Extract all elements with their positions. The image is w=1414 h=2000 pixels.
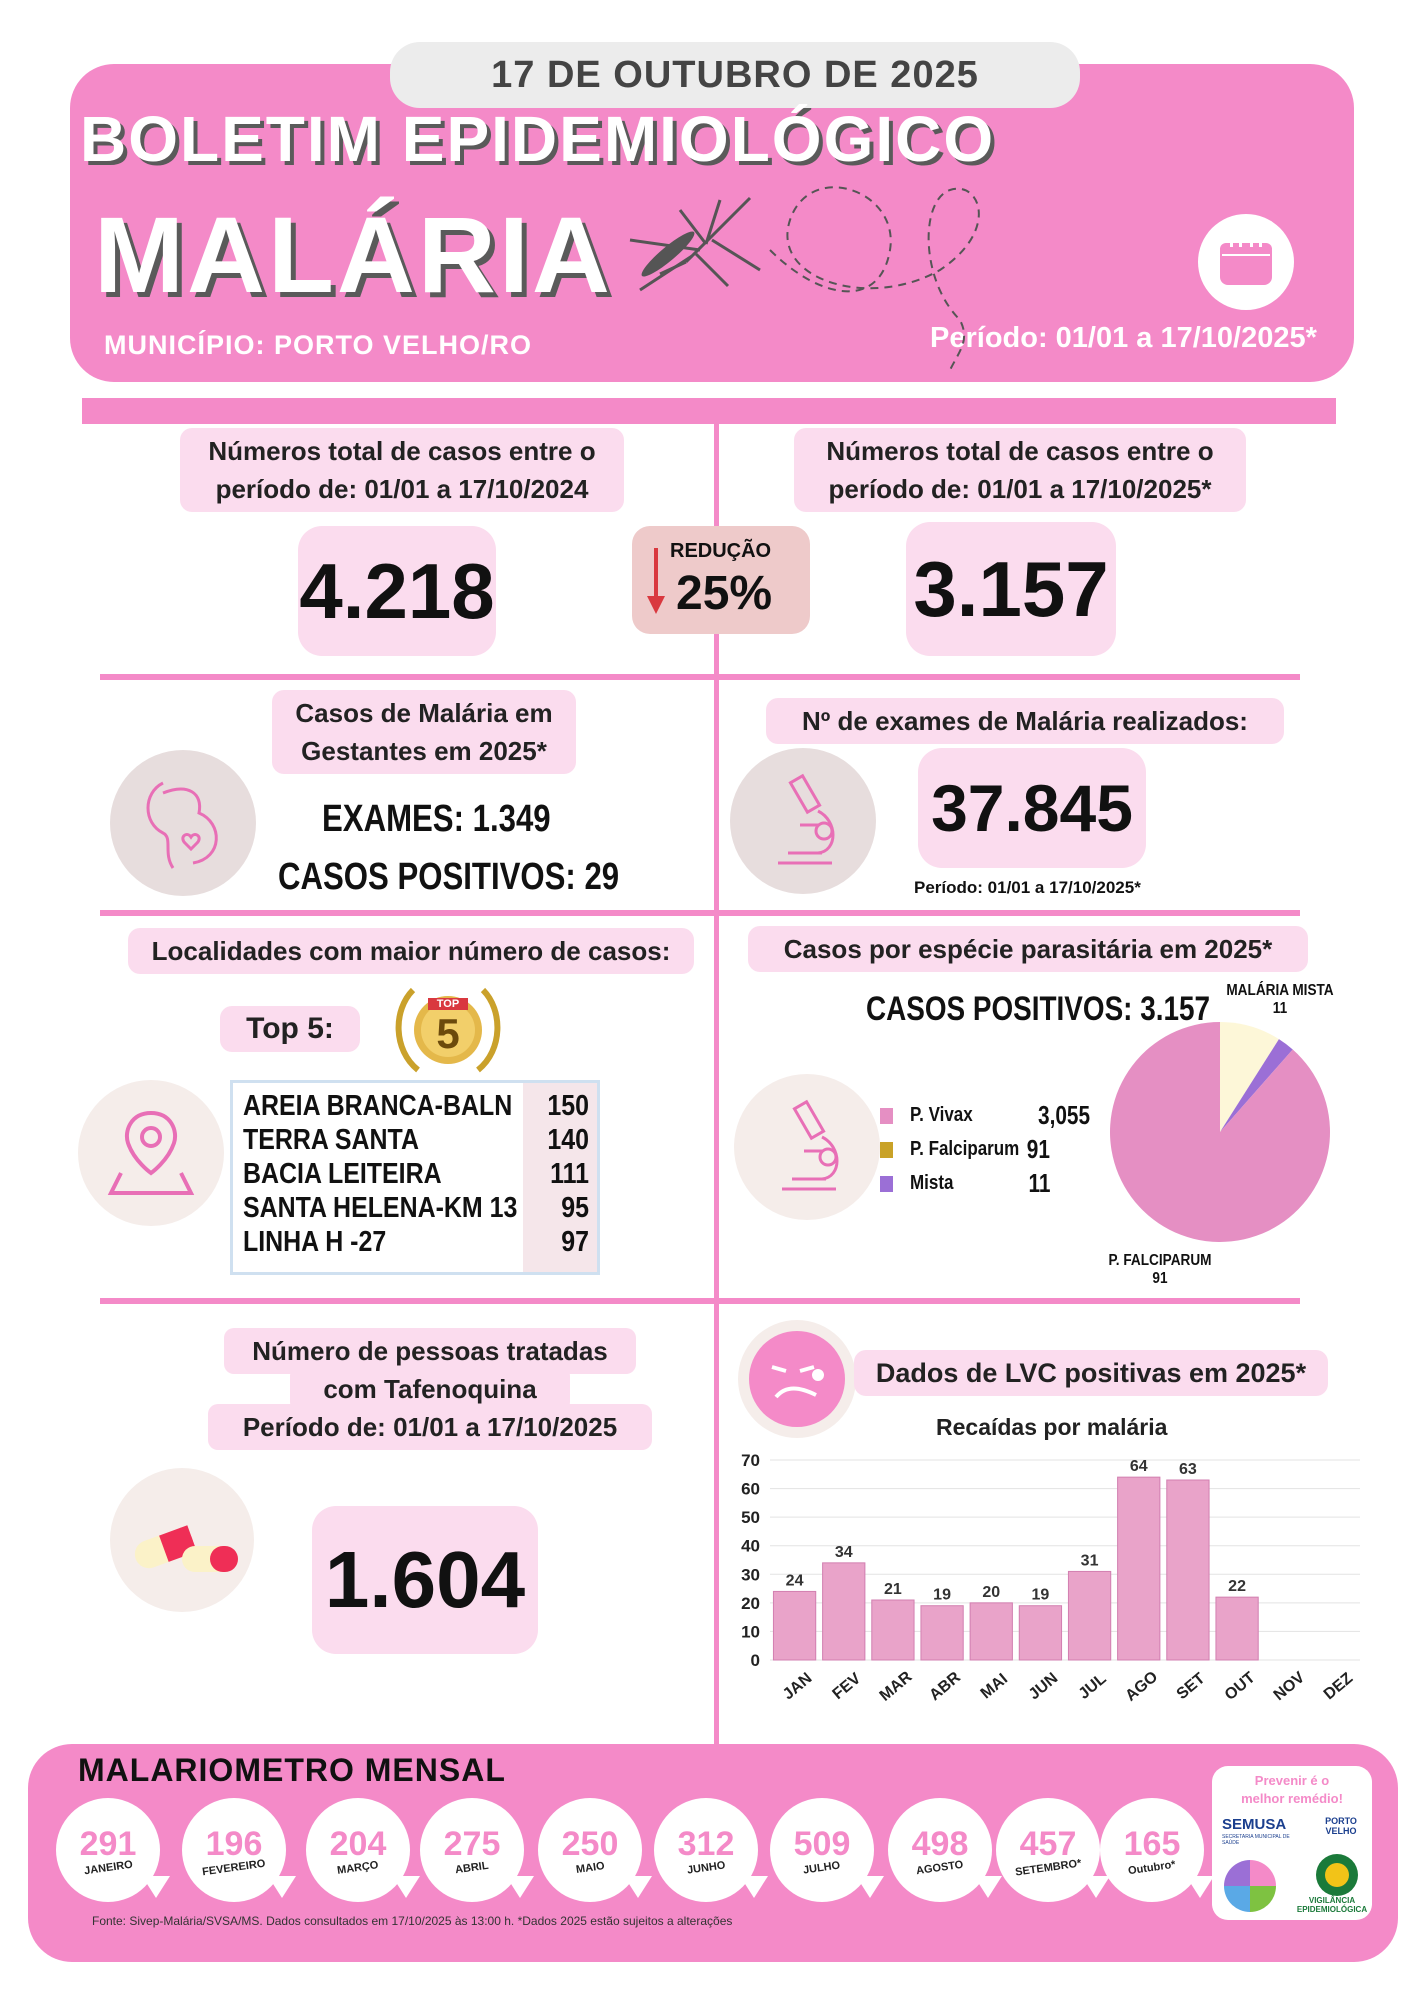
pregnant-exams: EXAMES: 1.349 <box>322 798 551 840</box>
month-value: 291 <box>79 1825 137 1863</box>
legend-item <box>880 1130 1090 1164</box>
x-tick-label: OUT <box>1221 1669 1259 1704</box>
reduction-badge <box>632 526 810 634</box>
month-value: 250 <box>561 1825 619 1863</box>
slogan-line1: Prevenir é o <box>1254 1773 1330 1788</box>
down-arrow-icon <box>856 1876 884 1898</box>
tafenoquina-label-2: com Tafenoquina <box>290 1366 570 1412</box>
bar-value-label: 21 <box>884 1581 902 1598</box>
table-row: TERRA SANTA <box>243 1124 419 1156</box>
top5-badge <box>388 980 508 1080</box>
legend-swatch <box>880 1142 893 1158</box>
bar-value-label: 19 <box>933 1586 951 1604</box>
legend-value: 3,055 <box>1037 1100 1090 1130</box>
slogan <box>1212 1772 1372 1808</box>
chart-title: Recaídas por malária <box>936 1414 1168 1440</box>
y-tick-label: 10 <box>741 1622 760 1642</box>
down-arrow-icon <box>392 1876 420 1898</box>
microscope-icon <box>730 748 876 894</box>
table-cell-value: 95 <box>561 1192 589 1224</box>
month-label: Outubro* <box>1127 1858 1177 1878</box>
legend-item <box>880 1096 1090 1130</box>
vigilancia-logo-text <box>1294 1896 1370 1914</box>
down-arrow-icon <box>142 1876 170 1898</box>
top5-table <box>230 1080 600 1275</box>
down-arrow-icon <box>268 1876 296 1898</box>
legend-label: Mista <box>910 1172 954 1194</box>
top5-label: Top 5: <box>220 1006 360 1052</box>
month-value: 275 <box>443 1825 501 1863</box>
pregnant-label-line1: Casos de Malária em <box>295 698 553 728</box>
month-value: 196 <box>205 1825 263 1863</box>
table-cell-value: 97 <box>561 1226 589 1258</box>
health-program-logo <box>1224 1860 1276 1912</box>
disease-title: MALÁRIA <box>94 194 613 315</box>
table-row: AREIA BRANCA-BALN <box>243 1090 513 1122</box>
species-positives: CASOS POSITIVOS: 3.157 <box>866 990 1210 1028</box>
y-tick-label: 30 <box>741 1565 760 1585</box>
localities-label: Localidades com maior número de casos: <box>128 928 694 974</box>
top5-names-column <box>233 1083 523 1272</box>
municipality: MUNICÍPIO: PORTO VELHO/RO <box>104 330 533 360</box>
pills-icon <box>110 1468 254 1612</box>
down-arrow-icon <box>506 1876 534 1898</box>
bar-value-label: 31 <box>1080 1552 1099 1570</box>
exams-label: Nº de exames de Malária realizados: <box>766 698 1284 744</box>
bar-value-label: 24 <box>785 1572 804 1590</box>
down-arrow-icon <box>1186 1876 1214 1898</box>
table-row: LINHA H -27 <box>243 1226 387 1258</box>
down-arrow-icon <box>1082 1876 1110 1898</box>
x-tick-label: DEZ <box>1320 1669 1357 1704</box>
month-label: SETEMBRO* <box>1014 1857 1082 1879</box>
pregnant-icon <box>110 750 256 896</box>
pie-label-falciparum-name: P. FALCIPARUM <box>1108 1252 1212 1269</box>
calendar-icon <box>1198 214 1294 310</box>
table-cell-value: 140 <box>547 1124 589 1156</box>
bar <box>1068 1571 1110 1660</box>
pie-label-falciparum <box>1092 1252 1228 1288</box>
section-divider-3 <box>100 1298 1300 1304</box>
relapse-bar-chart <box>724 1440 1374 1740</box>
pregnant-label <box>272 690 576 774</box>
y-tick-label: 0 <box>750 1651 760 1670</box>
x-tick-label: FEV <box>829 1670 865 1704</box>
vigilancia-line2: EPIDEMIOLÓGICA <box>1296 1905 1368 1914</box>
pie-label-falciparum-value: 91 <box>1152 1270 1168 1287</box>
top5-badge-number: 5 <box>436 1010 460 1057</box>
pie-label-mixed-value: 11 <box>1272 1000 1288 1017</box>
section-divider-2 <box>100 910 1300 916</box>
table-cell-value: 150 <box>547 1090 589 1122</box>
month-label: JANEIRO <box>82 1858 134 1878</box>
vigilancia-logo-core <box>1325 1863 1349 1887</box>
table-row: BACIA LEITEIRA <box>243 1158 442 1190</box>
table-row: SANTA HELENA-KM 13 <box>243 1192 518 1224</box>
down-arrow-icon <box>740 1876 768 1898</box>
lvc-label: Dados de LVC positivas em 2025* <box>854 1350 1328 1396</box>
legend-label: P. Falciparum <box>910 1138 1020 1160</box>
exams-value: 37.845 <box>918 748 1146 868</box>
month-label: FEVEREIRO <box>201 1857 267 1879</box>
x-tick-label: JUN <box>1025 1669 1062 1704</box>
bar <box>1118 1477 1160 1660</box>
tafenoquina-label-3: Período de: 01/01 a 17/10/2025 <box>208 1404 652 1450</box>
bar <box>921 1606 963 1660</box>
y-tick-label: 40 <box>741 1536 760 1556</box>
month-value: 312 <box>677 1825 735 1863</box>
bulletin-title: BOLETIM EPIDEMIOLÓGICO <box>80 103 996 175</box>
month-label: AGOSTO <box>915 1858 965 1878</box>
species-legend <box>880 1096 1090 1198</box>
top-divider <box>82 398 1336 424</box>
species-label: Casos por espécie parasitária em 2025* <box>748 926 1308 972</box>
x-tick-label: JUL <box>1075 1670 1110 1703</box>
total-2025-label <box>794 428 1246 512</box>
section-divider-1 <box>100 674 1300 680</box>
total-2024-value: 4.218 <box>298 526 496 656</box>
bar <box>823 1563 865 1660</box>
pie-label-mixed <box>1212 982 1348 1018</box>
total-2025-value: 3.157 <box>906 522 1116 656</box>
exams-period: Período: 01/01 a 17/10/2025* <box>914 878 1141 897</box>
legend-label: P. Vivax <box>910 1104 973 1126</box>
top5-badge-label: TOP <box>428 998 468 1010</box>
down-arrow-icon <box>646 546 666 616</box>
semusa-logo: SEMUSA <box>1222 1816 1287 1833</box>
pie-label-mixed-name: MALÁRIA MISTA <box>1226 982 1334 999</box>
month-value: 457 <box>1019 1825 1077 1863</box>
mosquito-icon <box>620 170 1000 390</box>
bar <box>1216 1597 1258 1660</box>
species-pie-chart <box>1108 1020 1332 1244</box>
microscope-icon-2 <box>734 1074 880 1220</box>
top5-values-column <box>523 1083 597 1272</box>
legend-swatch <box>880 1176 893 1192</box>
location-pin-icon <box>78 1080 224 1226</box>
reduction-value: 25% <box>676 567 773 620</box>
down-arrow-icon <box>974 1876 1002 1898</box>
lvc-icon-bg <box>738 1320 856 1438</box>
month-label: MARÇO <box>336 1859 380 1877</box>
legend-value: 11 <box>1028 1168 1050 1198</box>
bar <box>872 1600 914 1660</box>
logos-panel <box>1212 1766 1372 1920</box>
pregnant-positives: CASOS POSITIVOS: 29 <box>278 856 620 898</box>
month-label: JUNHO <box>686 1859 726 1877</box>
reduction-label: REDUÇÃO <box>670 540 772 562</box>
total-2024-label-line2: período de: 01/01 a 17/10/2024 <box>215 474 589 504</box>
legend-item <box>880 1164 1090 1198</box>
y-tick-label: 60 <box>741 1479 760 1499</box>
prefeitura-line1: PORTO <box>1325 1816 1357 1826</box>
y-tick-label: 20 <box>741 1593 760 1613</box>
bar <box>970 1603 1012 1660</box>
tafenoquina-value: 1.604 <box>312 1506 538 1654</box>
tafenoquina-label-1: Número de pessoas tratadas <box>224 1328 636 1374</box>
month-label: ABRIL <box>454 1859 490 1877</box>
semusa-subtitle: SECRETARIA MUNICIPAL DE SAÚDE <box>1222 1834 1290 1846</box>
month-label: JULHO <box>802 1859 842 1877</box>
x-tick-label: MAR <box>876 1668 916 1705</box>
total-2025-label-line2: período de: 01/01 a 17/10/2025* <box>828 474 1212 504</box>
total-2024-label-line1: Números total de casos entre o <box>208 436 596 466</box>
y-tick-label: 70 <box>741 1451 760 1470</box>
bar <box>1019 1606 1061 1660</box>
y-tick-label: 50 <box>741 1508 760 1528</box>
bar-value-label: 20 <box>982 1583 1001 1601</box>
header-period: Período: 01/01 a 17/10/2025* <box>930 322 1317 354</box>
x-tick-label: SET <box>1173 1670 1209 1704</box>
bar-value-label: 19 <box>1031 1586 1050 1604</box>
month-value: 165 <box>1123 1825 1181 1863</box>
prefeitura-logo <box>1316 1816 1366 1836</box>
down-arrow-icon <box>624 1876 652 1898</box>
legend-value: 91 <box>1026 1134 1050 1164</box>
bar-value-label: 34 <box>834 1543 853 1561</box>
bulletin-date: 17 DE OUTUBRO DE 2025 <box>390 42 1080 108</box>
malariometro-title: MALARIOMETRO MENSAL <box>78 1752 506 1788</box>
month-label: MAIO <box>574 1860 606 1876</box>
total-2025-label-line1: Números total de casos entre o <box>826 436 1214 466</box>
source-note: Fonte: Sivep-Malária/SVSA/MS. Dados consultados em 17/10/2025 às 13:00 h. *Dados 2025 estão sujeitos a alterações <box>92 1914 733 1928</box>
vigilancia-line1: VIGILÂNCIA <box>1308 1896 1356 1905</box>
bar <box>1167 1480 1209 1660</box>
table-cell-value: 111 <box>550 1158 589 1190</box>
bar-value-label: 22 <box>1228 1578 1246 1596</box>
x-tick-label: NOV <box>1270 1668 1309 1705</box>
pie-slice <box>1110 1022 1330 1242</box>
bar <box>773 1591 815 1660</box>
prefeitura-line2: VELHO <box>1325 1826 1357 1836</box>
x-tick-label: ABR <box>926 1668 964 1705</box>
month-value: 204 <box>329 1825 387 1863</box>
month-value: 498 <box>911 1825 969 1863</box>
slogan-line2: melhor remédio! <box>1241 1791 1343 1806</box>
sad-face-icon <box>749 1331 845 1427</box>
vigilancia-logo-icon <box>1316 1854 1358 1896</box>
legend-swatch <box>880 1108 893 1124</box>
month-value: 509 <box>793 1825 851 1863</box>
x-tick-label: AGO <box>1122 1668 1162 1705</box>
total-2024-label <box>180 428 624 512</box>
pregnant-label-line2: Gestantes em 2025* <box>301 736 547 766</box>
x-tick-label: JAN <box>779 1669 816 1704</box>
x-tick-label: MAI <box>977 1670 1012 1703</box>
bar-value-label: 63 <box>1179 1461 1197 1478</box>
bar-value-label: 64 <box>1129 1458 1148 1476</box>
